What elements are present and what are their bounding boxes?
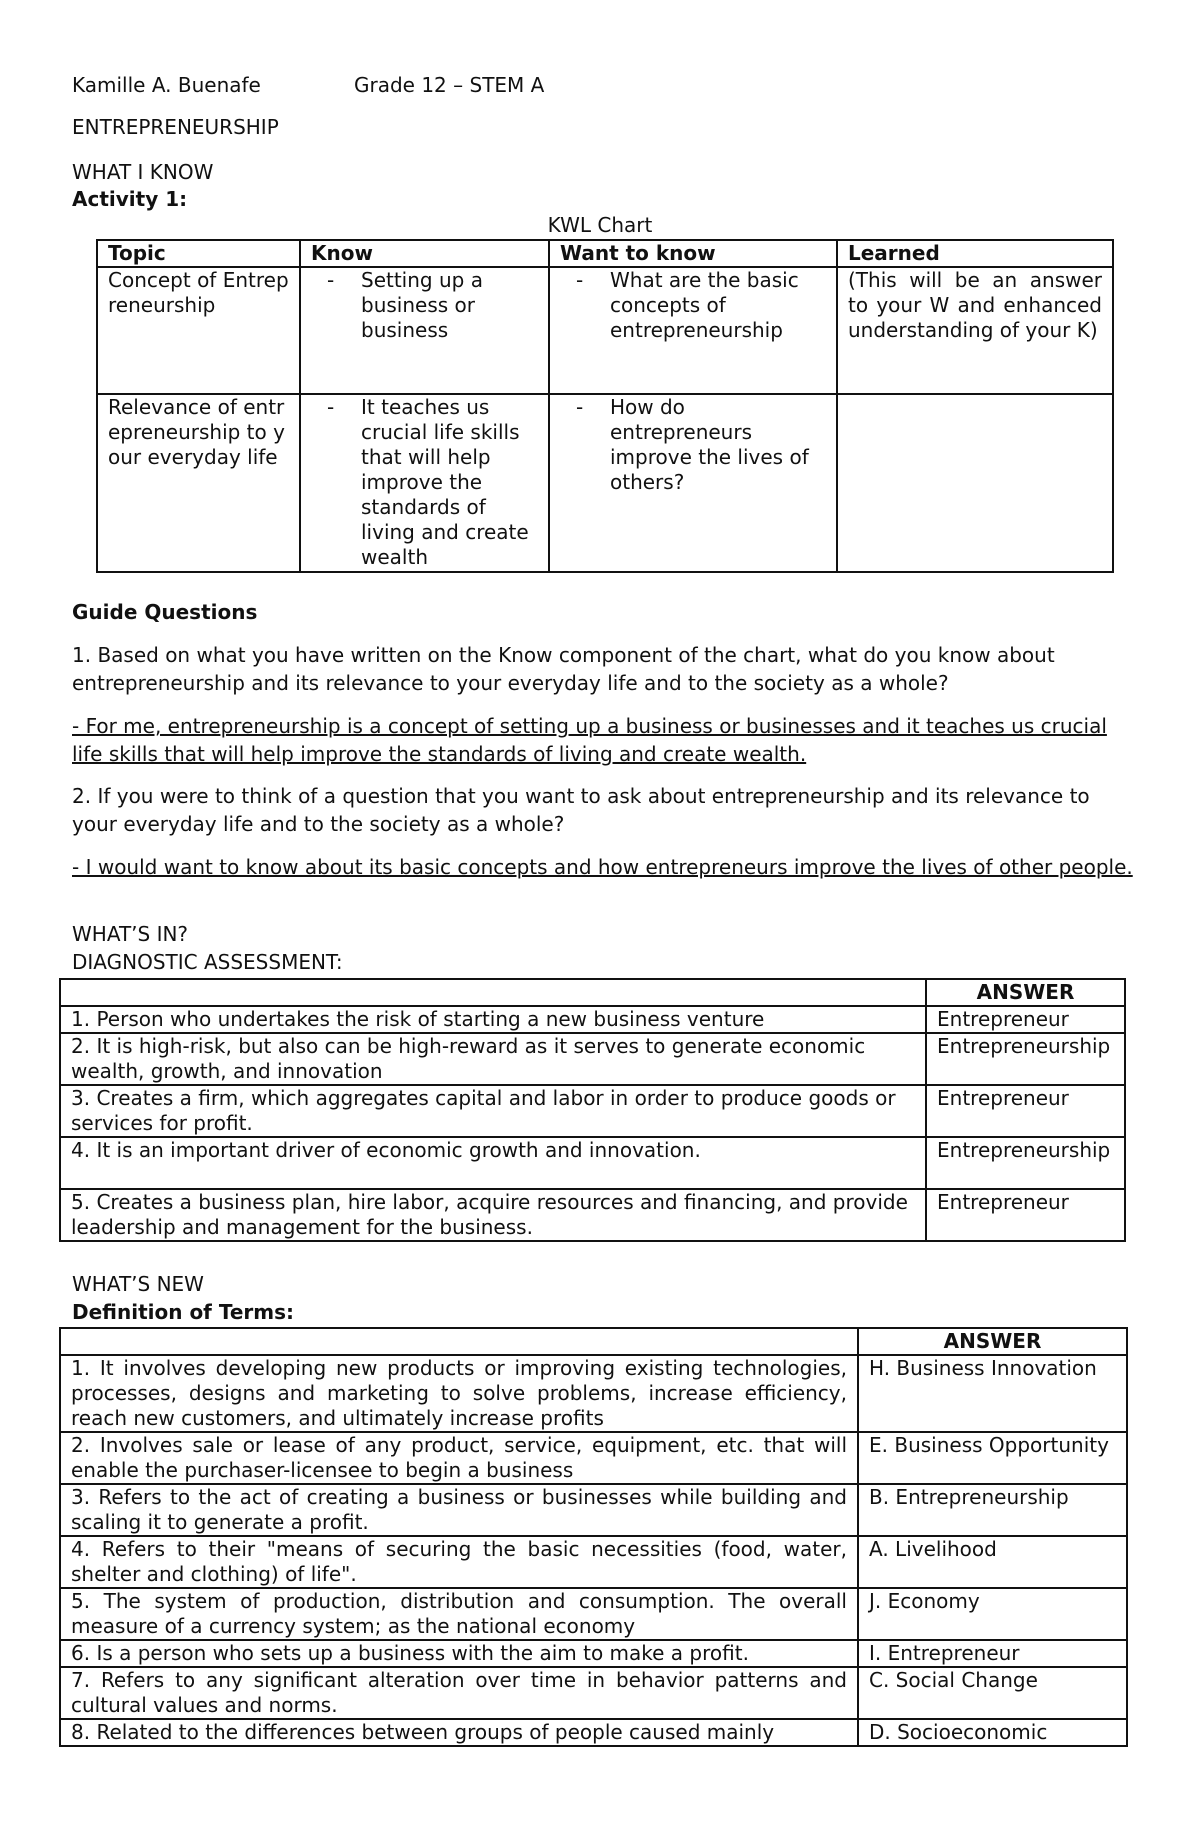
table-row: [60, 1355, 1127, 1432]
definition-question: 2. Involves sale or lease of any product, service, equipment, etc. that will enable the purchaser-licensee to begin a business: [60, 1432, 858, 1484]
kwl-topic-cell: Concept of Entrepreneurship: [97, 267, 300, 394]
student-name: Kamille A. Buenafe: [72, 73, 261, 97]
kwl-know-cell: - It teaches us crucial life skills that will help improve the standards of living and create wealth: [300, 394, 549, 572]
table-row: [60, 1588, 1127, 1640]
diagnostic-header-row: [60, 979, 1125, 1006]
guide-questions-heading: Guide Questions: [72, 600, 258, 624]
definition-answer: A. Livelihood: [858, 1536, 1127, 1588]
grade-section: Grade 12 – STEM A: [354, 73, 545, 97]
table-row: [60, 1085, 1125, 1137]
kwl-col-topic: Topic: [97, 240, 300, 267]
kwl-col-want: Want to know: [549, 240, 837, 267]
kwl-know-cell: - Setting up a business or business: [300, 267, 549, 394]
definition-question: 5. The system of production, distribution and consumption. The overall measure of a currency system; as the national economy: [60, 1588, 858, 1640]
definition-heading: Definition of Terms:: [72, 1300, 295, 1324]
definition-answer: H. Business Innovation: [858, 1355, 1127, 1432]
diagnostic-question: 4. It is an important driver of economic growth and innovation.: [60, 1137, 926, 1189]
kwl-chart-title: KWL Chart: [547, 213, 653, 237]
kwl-row: [97, 394, 1113, 572]
kwl-header-row: [97, 240, 1113, 267]
table-row: [60, 1484, 1127, 1536]
diagnostic-question: 3. Creates a firm, which aggregates capital and labor in order to produce goods or services for profit.: [60, 1085, 926, 1137]
definition-question: 3. Refers to the act of creating a business or businesses while building and scaling it to generate a profit.: [60, 1484, 858, 1536]
what-i-know-heading: WHAT I KNOW: [72, 160, 214, 184]
definition-answer: E. Business Opportunity: [858, 1432, 1127, 1484]
kwl-col-know: Know: [300, 240, 549, 267]
table-row: [60, 1432, 1127, 1484]
diagnostic-answer: Entrepreneur: [926, 1085, 1125, 1137]
table-row: [60, 1137, 1125, 1189]
kwl-want-cell: - How do entrepreneurs improve the lives of others?: [549, 394, 837, 572]
diagnostic-answer: Entrepreneurship: [926, 1033, 1125, 1085]
whats-in-heading: WHAT’S IN?: [72, 922, 189, 946]
diagnostic-answer: Entrepreneurship: [926, 1137, 1125, 1189]
diagnostic-heading: DIAGNOSTIC ASSESSMENT:: [72, 950, 343, 974]
diagnostic-question: 5. Creates a business plan, hire labor, acquire resources and financing, and provide leadership and management for the business.: [60, 1189, 926, 1241]
subject-title: ENTREPRENEURSHIP: [72, 115, 279, 139]
table-row: [60, 1667, 1127, 1719]
bullet-dash: -: [327, 395, 335, 419]
definition-answer: B. Entrepreneurship: [858, 1484, 1127, 1536]
definition-answer-header: ANSWER: [858, 1328, 1127, 1355]
diagnostic-blank-header: [60, 979, 926, 1006]
definition-question: 4. Refers to their "means of securing the basic necessities (food, water, shelter and clothing) of life".: [60, 1536, 858, 1588]
definition-answer: C. Social Change: [858, 1667, 1127, 1719]
kwl-learned-cell: [837, 394, 1113, 572]
definition-question: 1. It involves developing new products or improving existing technologies, processes, designs and marketing to solve problems, increase efficiency, reach new customers, and ultimately increase profits: [60, 1355, 858, 1432]
definition-question: 6. Is a person who sets up a business with the aim to make a profit.: [60, 1640, 858, 1667]
guide-question-2: 2. If you were to think of a question that you want to ask about entrepreneurship and its relevance to your everyday life and to the society as a whole?: [72, 784, 1090, 836]
kwl-want-cell: - What are the basic concepts of entrepreneurship: [549, 267, 837, 394]
diagnostic-question: 1. Person who undertakes the risk of starting a new business venture: [60, 1006, 926, 1033]
definition-answer: J. Economy: [858, 1588, 1127, 1640]
diagnostic-answer-header: ANSWER: [926, 979, 1125, 1006]
definition-question: 8. Related to the differences between groups of people caused mainly: [60, 1719, 858, 1746]
table-row: [60, 1033, 1125, 1085]
table-row: [60, 1719, 1127, 1746]
diagnostic-question: 2. It is high-risk, but also can be high-reward as it serves to generate economic wealth, growth, and innovation: [60, 1033, 926, 1085]
guide-answer-1: - For me, entrepreneurship is a concept of setting up a business or businesses and it teaches us crucial life skills that will help improve the standards of living and create wealth.: [72, 714, 1107, 766]
definition-table: [59, 1327, 1128, 1747]
bullet-dash: -: [576, 395, 584, 419]
definition-answer: D. Socioeconomic: [858, 1719, 1127, 1746]
kwl-learned-cell: (This will be an answer to your W and enhanced understanding of your K): [837, 267, 1113, 394]
guide-question-1: 1. Based on what you have written on the Know component of the chart, what do you know about entrepreneurship and its relevance to your everyday life and to the society as a whole?: [72, 643, 1055, 695]
table-row: [60, 1006, 1125, 1033]
bullet-dash: -: [327, 268, 335, 292]
table-row: [60, 1189, 1125, 1241]
whats-new-heading: WHAT’S NEW: [72, 1272, 204, 1296]
kwl-row: [97, 267, 1113, 394]
diagnostic-answer: Entrepreneur: [926, 1189, 1125, 1241]
definition-header-row: [60, 1328, 1127, 1355]
definition-blank-header: [60, 1328, 858, 1355]
bullet-dash: -: [576, 268, 584, 292]
kwl-topic-cell: Relevance of entrepreneurship to your everyday life: [97, 394, 300, 572]
kwl-table: [96, 239, 1114, 573]
diagnostic-answer: Entrepreneur: [926, 1006, 1125, 1033]
kwl-col-learned: Learned: [837, 240, 1113, 267]
table-row: [60, 1536, 1127, 1588]
table-row: [60, 1640, 1127, 1667]
diagnostic-table: [59, 978, 1126, 1242]
definition-answer: I. Entrepreneur: [858, 1640, 1127, 1667]
definition-question: 7. Refers to any significant alteration over time in behavior patterns and cultural values and norms.: [60, 1667, 858, 1719]
activity-label: Activity 1:: [72, 187, 188, 211]
guide-answer-2: - I would want to know about its basic concepts and how entrepreneurs improve the lives of other people.: [72, 855, 1133, 879]
